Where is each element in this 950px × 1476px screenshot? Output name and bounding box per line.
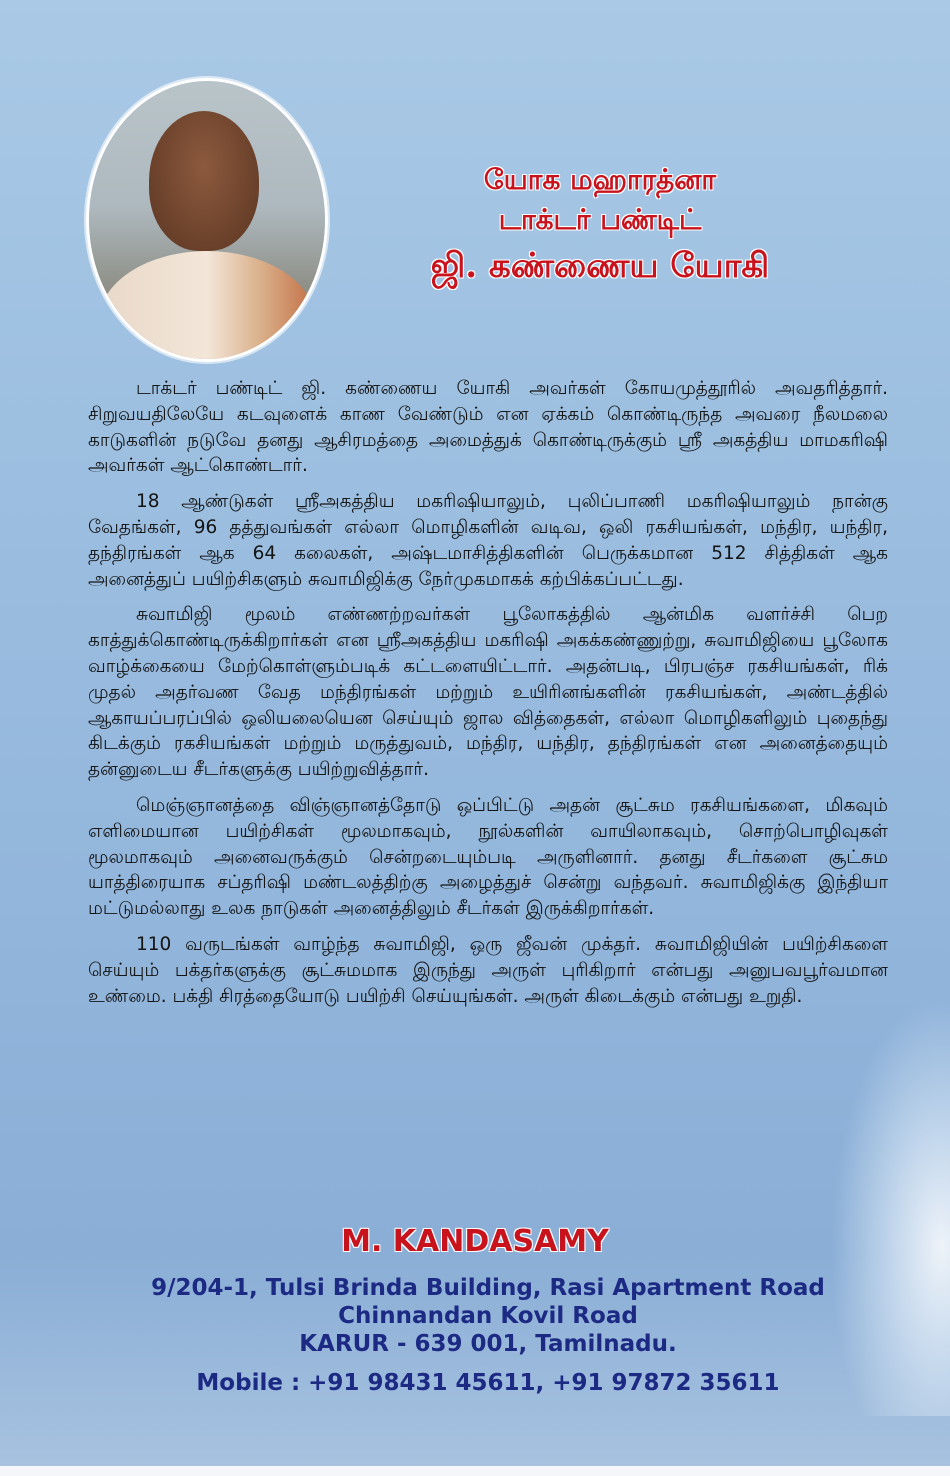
portrait-photo bbox=[86, 78, 328, 362]
biography-text bbox=[88, 376, 888, 1019]
address-block bbox=[0, 1274, 950, 1358]
address-line-3: KARUR - 639 001, Tamilnadu. bbox=[299, 1331, 677, 1357]
author-name: M. KANDASAMY bbox=[341, 1224, 609, 1259]
title-line-1: யோக மஹாரத்னா bbox=[483, 163, 717, 196]
address-line-2: Chinnandan Kovil Road bbox=[338, 1303, 638, 1329]
paragraph: 110 வருடங்கள் வாழ்ந்த சுவாமிஜி, ஒரு ஜீவன் முக்தர். சுவாமிஜியின் பயிற்சிகளை செய்யும் பக்தர்களுக்கு சூட்சுமமாக இருந்து அருள் புரிகிறார் என்பது அனுபவபூர்வமான உண்மை. பக்தி சிரத்தையோடு பயிற்சி செய்யுங்கள். அருள் கிடைக்கும் என்பது உறுதி. bbox=[88, 933, 888, 1007]
portrait-body bbox=[99, 251, 315, 362]
bottom-edge bbox=[0, 1466, 950, 1476]
paragraph: சுவாமிஜி மூலம் எண்ணற்றவர்கள் பூலோகத்தில் ஆன்மிக வளர்ச்சி பெற காத்துக்கொண்டிருக்கிறார்கள் என ஸ்ரீஅகத்திய மகரிஷி அகக்கண்ணுற்று, சுவாமிஜியை பூலோக வாழ்க்கையை மேற்கொள்ளும்படிக் கட்டளையிட்டார். அதன்படி, பிரபஞ்ச ரகசியங்கள், ரிக் முதல் அதர்வண வேத மந்திரங்கள் மற்றும் உயிரினங்களின் ரகசியங்கள், அண்டத்தில் ஆகாயப்பரப்பில் ஒலியலையென செய்யும் ஜால வித்தைகள், எல்லா மொழிகளிலும் புதைந்து கிடக்கும் ரகசியங்கள் மற்றும் மருத்துவம், மந்திர, யந்திர, தந்திரங்கள் என அனைத்தையும் தன்னுடைய சீடர்களுக்கு பயிற்றுவித்தார். bbox=[88, 604, 888, 781]
mobile-numbers: Mobile : +91 98431 45611, +91 97872 35611 bbox=[196, 1370, 780, 1396]
portrait-head bbox=[149, 111, 259, 251]
title-line-2: டாக்டர் பண்டிட் bbox=[498, 203, 702, 236]
paragraph: டாக்டர் பண்டிட் ஜி. கண்ணைய யோகி அவர்கள் கோயமுத்தூரில் அவதரித்தார். சிறுவயதிலேயே கடவுளைக் காண வேண்டும் என ஏக்கம் கொண்டிருந்த அவரை நீலமலை காடுகளின் நடுவே தனது ஆசிரமத்தை அமைத்துக் கொண்டிருக்கும் ஸ்ரீ அகத்திய மாமகரிஷி அவர்கள் ஆட்கொண்டார். bbox=[88, 378, 888, 477]
title-block bbox=[335, 160, 865, 290]
paragraph: மெஞ்ஞானத்தை விஞ்ஞானத்தோடு ஒப்பிட்டு அதன் சூட்சும ரகசியங்களை, மிகவும் எளிமையான பயிற்சிகள் மூலமாகவும், நூல்களின் வாயிலாகவும், சொற்பொழிவுகள் மூலமாகவும் அனைவருக்கும் சென்றடையும்படி அருளினார். தனது சீடர்களை சூட்சும யாத்திரையாக சப்தரிஷி மண்டலத்திற்கு அழைத்துச் சென்று வந்தவர். சுவாமிஜிக்கு இந்தியா மட்டுமல்லாது உலக நாடுகள் அனைத்திலும் சீடர்கள் இருக்கிறார்கள். bbox=[88, 794, 888, 920]
address-line-1: 9/204-1, Tulsi Brinda Building, Rasi Apartment Road bbox=[151, 1275, 825, 1301]
paragraph: 18 ஆண்டுகள் ஸ்ரீஅகத்திய மகரிஷியாலும், புலிப்பாணி மகரிஷியாலும் நான்கு வேதங்கள், 96 தத்துவங்கள் எல்லா மொழிகளின் வடிவ, ஒலி ரகசியங்கள், மந்திர, யந்திர, தந்திரங்கள் ஆக 64 கலைகள், அஷ்டமாசித்திகளின் பெருக்கமான 512 சித்திகள் ஆக அனைத்துப் பயிற்சிகளும் சுவாமிஜிக்கு நேர்முகமாகக் கற்பிக்கப்பட்டது. bbox=[88, 491, 888, 590]
title-name: ஜி. கண்ணைய யோகி bbox=[430, 246, 770, 286]
